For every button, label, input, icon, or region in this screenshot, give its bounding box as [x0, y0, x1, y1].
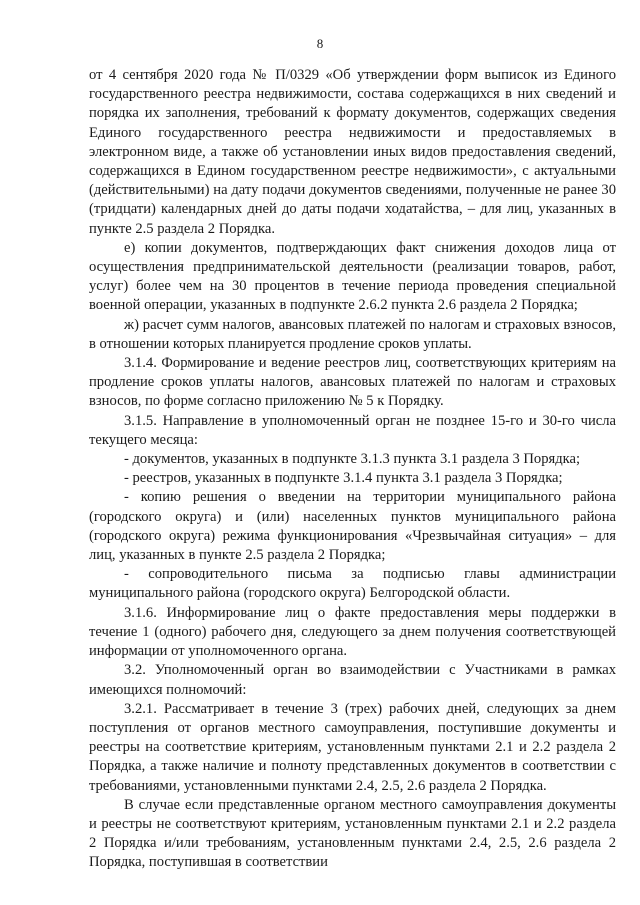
- paragraph: - документов, указанных в подпункте 3.1.3 пункта 3.1 раздела 3 Порядка;: [124, 451, 581, 468]
- paragraph: е) копии документов, подтверждающих факт снижения доходов лица от осуществления предпринимательской деятельности (реализации товаров, работ, услуг) более чем на 30 процентов в течение периода проведения специальной военной операции, указанных в подпункте 2.6.2 пункта 2.6 раздела 2 Порядка;: [89, 239, 616, 314]
- page-number: 8: [316, 36, 324, 51]
- paragraph: - сопроводительного письма за подписью главы администрации муниципального района (городского округа) Белгородской области.: [89, 566, 616, 602]
- paragraph: В случае если представленные органом местного самоуправления документы и реестры не соответствуют критериям, установленным пунктами 2.1 и 2.2 раздела 2 Порядка и/или требованиям, установленным пунктами 2.4, 2.5, 2.6 раздела 2 Порядка, поступившая в соответствии: [89, 796, 616, 871]
- paragraph: 3.1.6. Информирование лиц о факте предоставления меры поддержки в течение 1 (одного) рабочего дня, следующего за днем получения соответствующей информации от уполномоченного органа.: [89, 604, 616, 660]
- paragraph: 3.1.5. Направление в уполномоченный орган не позднее 15-го и 30-го числа текущего месяца:: [89, 412, 616, 448]
- paragraph: 3.1.4. Формирование и ведение реестров лиц, соответствующих критериям на продление сроков уплаты налогов, авансовых платежей по налогам и страховых взносов, по форме согласно приложению № 5 к Порядку.: [89, 355, 616, 410]
- paragraph: от 4 сентября 2020 года № П/0329 «Об утверждении форм выписок из Единого государственного реестра недвижимости, состава содержащихся в них сведений и порядка их заполнения, требований к формату документов, содержащих сведения Единого государственного реестра недвижимости и предоставляемых в электронном виде, а также об установлении иных видов предоставления сведений, содержащихся в Едином государственном реестре недвижимости», с актуальными (действительными) на дату подачи документов сведениями, полученные не ранее 30 (тридцати) календарных дней до даты подачи ходатайства, – для лиц, указанных в пункте 2.5 раздела 2 Порядка.: [89, 67, 616, 237]
- paragraph: - реестров, указанных в подпункте 3.1.4 пункта 3.1 раздела 3 Порядка;: [124, 470, 563, 487]
- paragraph: 3.2.1. Рассматривает в течение 3 (трех) рабочих дней, следующих за днем поступления от органов местного самоуправления, поступившие документы и реестры на соответствие критериям, установленным пунктами 2.1 и 2.2 раздела 2 Порядка, а также наличие и полноту представленных документов в соответствии с требованиями, установленными пунктами 2.4, 2.5, 2.6 раздела 2 Порядка.: [89, 700, 616, 794]
- paragraph: ж) расчет сумм налогов, авансовых платежей по налогам и страховых взносов, в отношении которых планируется продление сроков уплаты.: [89, 316, 616, 352]
- paragraph: - копию решения о введении на территории муниципального района (городского округа) и (или) населенных пунктов муниципального района (городского округа) режима функционирования «Чрезвычайная ситуация» – для лиц, указанных в пункте 2.5 раздела 2 Порядка;: [89, 489, 616, 564]
- document-body: [89, 66, 616, 873]
- paragraph: 3.2. Уполномоченный орган во взаимодействии с Участниками в рамках имеющихся полномочий:: [89, 662, 616, 698]
